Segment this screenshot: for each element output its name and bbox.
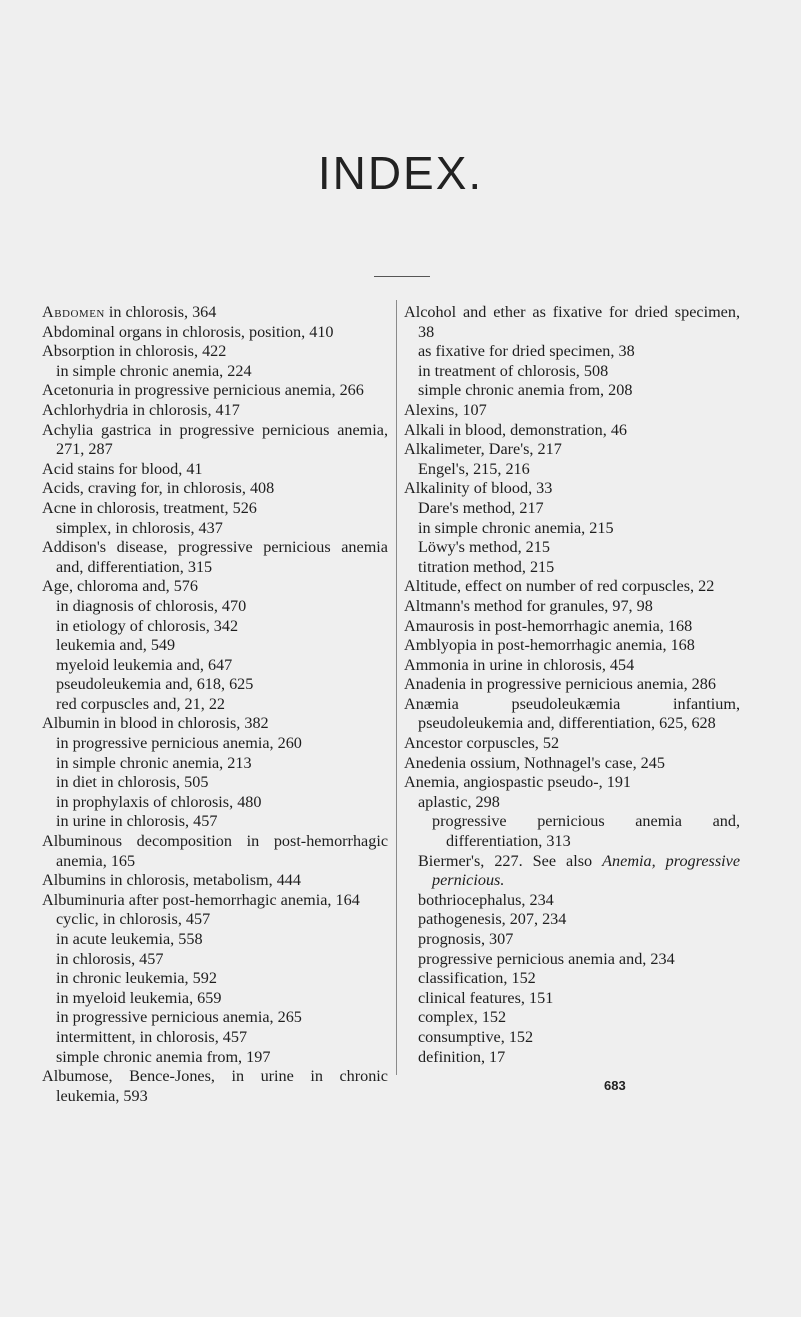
- index-entry-text: Engel's, 215, 216: [418, 459, 530, 478]
- index-entry: [418, 558, 740, 578]
- index-entry-text: in acute leukemia, 558: [56, 930, 203, 948]
- index-entry: [404, 303, 740, 342]
- index-entry-text: in chronic leukemia, 592: [56, 969, 217, 988]
- index-entry-text: in diagnosis of chlorosis, 470: [56, 596, 247, 615]
- index-entry-text: simple chronic anemia from, 197: [56, 1047, 271, 1066]
- index-entry: [56, 636, 388, 656]
- index-entry-text: in etiology of chlorosis, 342: [56, 616, 239, 635]
- index-entry: [42, 303, 388, 323]
- index-entry-text: Albumins in chlorosis, metabolism, 444: [42, 871, 301, 890]
- index-entry: [56, 989, 388, 1009]
- index-entry-text: Alkalinity of blood, 33: [404, 479, 553, 498]
- index-entry: [56, 910, 388, 930]
- index-entry: [56, 695, 388, 715]
- index-entry-text: Anæmia pseudoleukæmia infantium, pseudoleukemia and, differentiation, 625, 628: [404, 694, 740, 733]
- index-entry-text: simplex, in chlorosis, 437: [56, 518, 223, 537]
- index-entry: [56, 734, 388, 754]
- index-entry: [42, 342, 388, 362]
- index-entry: [56, 617, 388, 637]
- index-entry: [404, 656, 740, 676]
- index-entry-text: classification, 152: [418, 969, 536, 988]
- index-entry: [418, 460, 740, 480]
- index-entry-text: prognosis, 307: [418, 930, 514, 948]
- index-entry-text: Anadenia in progressive pernicious anemia, 286: [404, 675, 716, 694]
- index-entry: [404, 577, 740, 597]
- index-entry: [42, 401, 388, 421]
- index-entry-text: Ammonia in urine in chlorosis, 454: [404, 655, 635, 674]
- index-entry-text: Amblyopia in post-hemorrhagic anemia, 168: [404, 636, 695, 655]
- index-entry-text: in progressive pernicious anemia, 265: [56, 1008, 302, 1027]
- index-entry-text: in progressive pernicious anemia, 260: [56, 734, 302, 753]
- index-entry-text: Albumin in blood in chlorosis, 382: [42, 714, 269, 733]
- index-entry: [56, 519, 388, 539]
- index-entry-text: Altitude, effect on number of red corpuscles, 22: [404, 577, 715, 596]
- index-entry-text: Alkali in blood, demonstration, 46: [404, 420, 628, 439]
- index-entry-text: simple chronic anemia from, 208: [418, 381, 633, 400]
- title-rule: [374, 276, 430, 277]
- index-column-right: [404, 303, 740, 1067]
- index-entry: [56, 950, 388, 970]
- index-entry-text: definition, 17: [418, 1047, 506, 1066]
- index-entry: [418, 930, 740, 950]
- index-entry: [56, 597, 388, 617]
- index-entry-text: pathogenesis, 207, 234: [418, 910, 567, 929]
- index-entry-headword: Abdomen: [42, 303, 105, 321]
- index-entry-text: Alexins, 107: [404, 400, 487, 419]
- page-number: 683: [604, 1078, 626, 1093]
- index-entry: [418, 793, 740, 813]
- index-entry-text: Abdominal organs in chlorosis, position, 410: [42, 322, 334, 341]
- index-entry: [418, 499, 740, 519]
- index-entry-text: Alcohol and ether as fixative for dried specimen, 38: [404, 303, 740, 341]
- index-entry-text: Age, chloroma and, 576: [42, 577, 198, 596]
- index-entry: [56, 362, 388, 382]
- index-entry-text: Löwy's method, 215: [418, 538, 550, 557]
- index-entry: [418, 891, 740, 911]
- index-entry: [42, 323, 388, 343]
- column-divider: [396, 300, 397, 1075]
- index-entry: [56, 656, 388, 676]
- index-entry-text: bothriocephalus, 234: [418, 890, 554, 909]
- index-entry-text: progressive pernicious anemia and, differentiation, 313: [432, 812, 740, 851]
- index-entry-text: in treatment of chlorosis, 508: [418, 361, 609, 380]
- index-entry: [418, 852, 740, 891]
- index-entry: [418, 519, 740, 539]
- index-entry-cross-reference: Anemia, progressive pernicious.: [432, 851, 740, 890]
- index-entry: [418, 950, 740, 970]
- index-entry: [418, 1008, 740, 1028]
- index-entry: [42, 479, 388, 499]
- index-entry-text: cyclic, in chlorosis, 457: [56, 910, 211, 929]
- index-entry-text: leukemia and, 549: [56, 636, 176, 655]
- index-entry: [418, 538, 740, 558]
- index-entry-text: Acne in chlorosis, treatment, 526: [42, 498, 257, 517]
- index-entry: [418, 381, 740, 401]
- index-entry-text: red corpuscles and, 21, 22: [56, 694, 226, 713]
- index-entry-text: Alkalimeter, Dare's, 217: [404, 440, 562, 459]
- index-entry-text: intermittent, in chlorosis, 457: [56, 1027, 248, 1046]
- index-entry-text: in urine in chlorosis, 457: [56, 812, 218, 831]
- index-entry: [42, 891, 388, 911]
- index-entry-text: Acetonuria in progressive pernicious anemia, 266: [42, 381, 364, 400]
- index-entry: [404, 401, 740, 421]
- index-entry: [418, 1028, 740, 1048]
- index-entry: [418, 969, 740, 989]
- index-entry-text: pseudoleukemia and, 618, 625: [56, 675, 254, 694]
- index-entry: [418, 342, 740, 362]
- index-entry: [56, 969, 388, 989]
- index-entry-text: in diet in chlorosis, 505: [56, 773, 209, 792]
- index-entry-text: in simple chronic anemia, 224: [56, 361, 252, 380]
- index-entry: [42, 381, 388, 401]
- index-entry-text: Anemia, angiospastic pseudo-, 191: [404, 773, 632, 792]
- index-column-left: [42, 303, 388, 1106]
- index-entry: [56, 675, 388, 695]
- page-title: INDEX.: [317, 147, 484, 199]
- index-entry: [418, 989, 740, 1009]
- index-entry-text: complex, 152: [418, 1008, 507, 1027]
- index-entry-text: Acids, craving for, in chlorosis, 408: [42, 479, 275, 498]
- index-entry: [404, 636, 740, 656]
- index-entry: [404, 617, 740, 637]
- index-entry: [404, 675, 740, 695]
- index-entry: [56, 930, 388, 950]
- index-entry-text: Albumose, Bence-Jones, in urine in chronic leukemia, 593: [42, 1067, 388, 1105]
- index-entry-text: Albuminous decomposition in post-hemorrhagic anemia, 165: [42, 832, 388, 870]
- index-entry: [404, 597, 740, 617]
- index-entry-text: Biermer's, 227. See also: [418, 851, 603, 870]
- index-entry-text: myeloid leukemia and, 647: [56, 655, 233, 674]
- index-entry: [56, 812, 388, 832]
- index-entry: [404, 421, 740, 441]
- index-entry: [56, 793, 388, 813]
- index-entry: [404, 734, 740, 754]
- index-entry: [42, 460, 388, 480]
- index-entry-text: in chlorosis, 364: [104, 303, 217, 321]
- index-entry-text: Absorption in chlorosis, 422: [42, 342, 227, 361]
- index-entry-text: Amaurosis in post-hemorrhagic anemia, 168: [404, 616, 693, 635]
- index-entry-text: clinical features, 151: [418, 988, 554, 1007]
- index-entry-text: progressive pernicious anemia and, 234: [418, 949, 675, 968]
- index-entry-text: consumptive, 152: [418, 1027, 534, 1046]
- index-entry: [56, 1048, 388, 1068]
- index-entry-text: Dare's method, 217: [418, 498, 544, 517]
- index-entry: [42, 499, 388, 519]
- index-entry-text: in chlorosis, 457: [56, 949, 164, 968]
- index-entry: [56, 754, 388, 774]
- index-entry-text: in simple chronic anemia, 213: [56, 753, 252, 772]
- index-entry: [42, 421, 388, 460]
- index-entry: [404, 695, 740, 734]
- index-entry: [404, 773, 740, 793]
- index-entry-text: Ancestor corpuscles, 52: [404, 734, 560, 753]
- index-entry-text: Albuminuria after post-hemorrhagic anemia, 164: [42, 890, 360, 909]
- index-entry: [432, 812, 740, 851]
- index-entry-text: Altmann's method for granules, 97, 98: [404, 596, 653, 615]
- index-entry: [404, 440, 740, 460]
- index-entry: [42, 538, 388, 577]
- index-entry: [404, 754, 740, 774]
- index-entry: [42, 714, 388, 734]
- index-entry-text: Achylia gastrica in progressive pernicious anemia, 271, 287: [42, 420, 388, 459]
- index-entry-text: in prophylaxis of chlorosis, 480: [56, 792, 262, 811]
- index-entry: [418, 362, 740, 382]
- index-entry-text: Addison's disease, progressive pernicious anemia and, differentiation, 315: [42, 538, 388, 576]
- index-entry: [42, 832, 388, 871]
- index-entry-text: Anedenia ossium, Nothnagel's case, 245: [404, 753, 665, 772]
- index-entry: [42, 871, 388, 891]
- index-entry-text: in myeloid leukemia, 659: [56, 988, 222, 1007]
- index-entry: [56, 773, 388, 793]
- index-entry: [404, 479, 740, 499]
- index-entry-text: as fixative for dried specimen, 38: [418, 342, 635, 361]
- index-entry: [56, 1008, 388, 1028]
- index-entry: [42, 1067, 388, 1106]
- index-entry: [418, 1048, 740, 1068]
- index-entry-text: Acid stains for blood, 41: [42, 459, 203, 478]
- index-entry: [42, 577, 388, 597]
- index-entry: [418, 910, 740, 930]
- index-entry-text: in simple chronic anemia, 215: [418, 518, 614, 537]
- index-entry-text: Achlorhydria in chlorosis, 417: [42, 400, 240, 419]
- index-entry-text: aplastic, 298: [418, 792, 500, 811]
- index-entry: [56, 1028, 388, 1048]
- index-entry-text: titration method, 215: [418, 557, 555, 576]
